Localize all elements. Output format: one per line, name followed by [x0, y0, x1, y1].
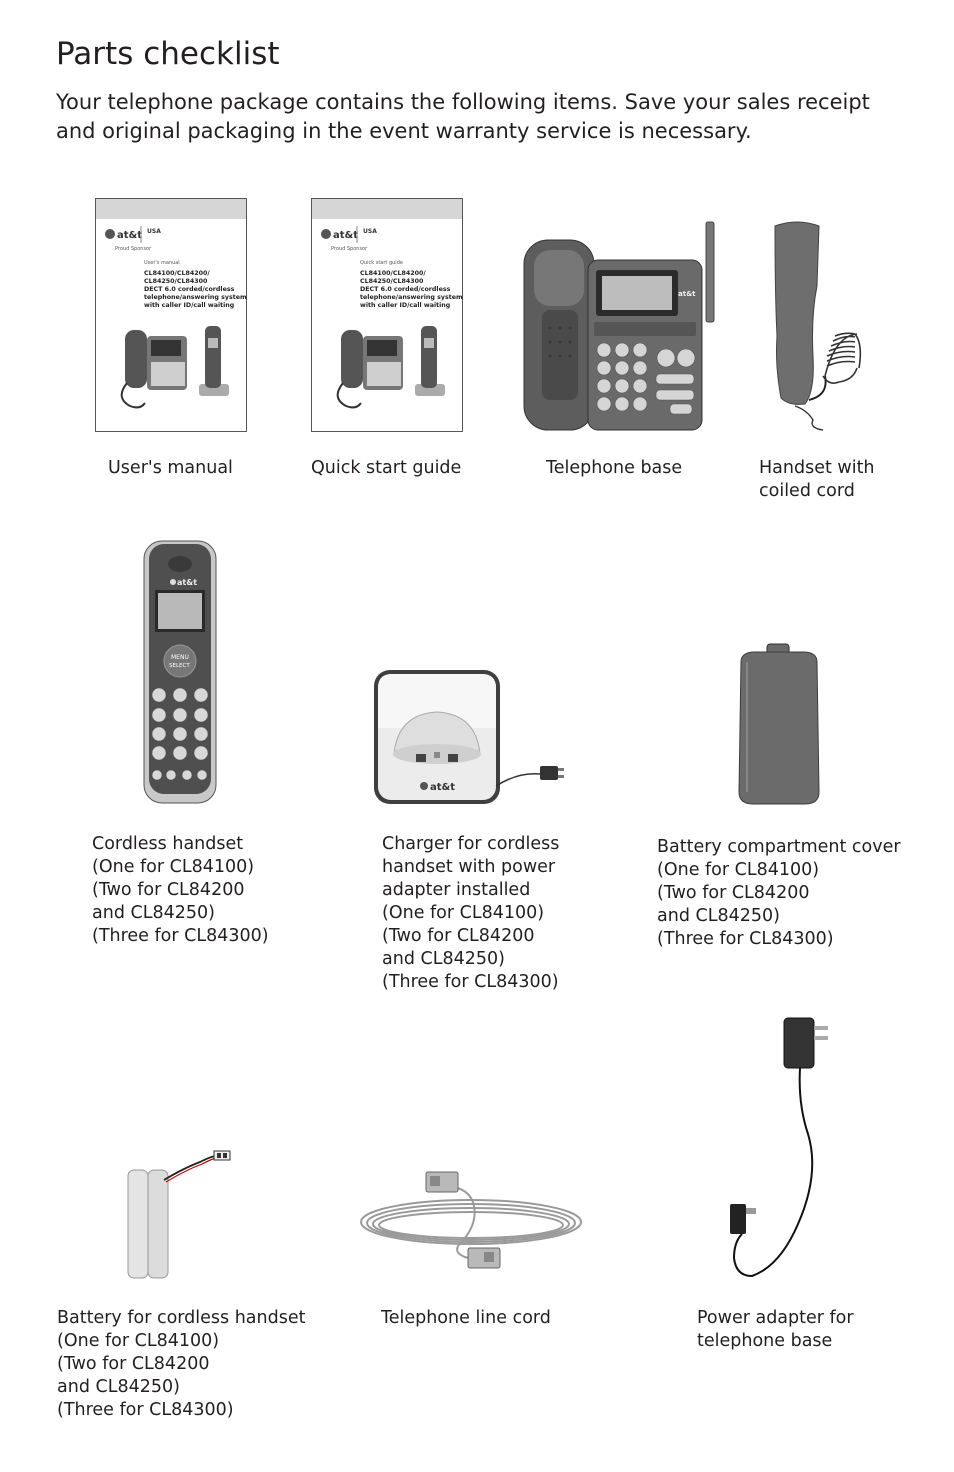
svg-text:Proud Sponsor: Proud Sponsor	[331, 246, 368, 252]
caption-line: (One for CL84100)	[382, 903, 545, 923]
svg-text:at&t: at&t	[430, 782, 456, 793]
telephone-base-icon	[520, 218, 720, 434]
svg-text:Quick start guide: Quick start guide	[360, 260, 403, 266]
caption-line: (One for CL84100)	[57, 1331, 220, 1351]
caption-line: Telephone base	[546, 458, 683, 478]
caption-line: Battery compartment cover	[657, 837, 901, 857]
battery-cover-icon	[735, 642, 823, 808]
caption-line: (Two for CL84200	[657, 883, 810, 903]
svg-text:CL84100/CL84200/: CL84100/CL84200/	[144, 270, 210, 277]
caption-line: and CL84250)	[657, 906, 780, 926]
caption-line: Quick start guide	[311, 458, 462, 478]
caption-line: Power adapter for	[697, 1308, 854, 1328]
svg-text:telephone/answering system: telephone/answering system	[144, 294, 247, 301]
caption-line: handset with power	[382, 857, 556, 877]
svg-text:at&t: at&t	[333, 230, 359, 241]
intro-paragraph: Your telephone package contains the following items. Save your sales receipt and original packaging in the event warranty service is necessary.	[56, 90, 870, 143]
battery-pack-icon	[124, 1148, 234, 1282]
caption-line: (Three for CL84300)	[57, 1400, 234, 1420]
svg-text:at&t: at&t	[177, 578, 198, 587]
svg-text:User's manual: User's manual	[144, 260, 180, 266]
caption-charger	[382, 833, 559, 994]
svg-text:DECT 6.0 corded/cordless: DECT 6.0 corded/cordless	[144, 286, 235, 293]
caption-line: Handset with	[759, 458, 875, 478]
caption-line: and CL84250)	[57, 1377, 180, 1397]
caption-telephone-base	[546, 457, 682, 480]
caption-quick-start-guide	[311, 457, 461, 480]
quick-start-booklet-icon	[311, 198, 464, 433]
caption-line: Charger for cordless	[382, 834, 560, 854]
svg-text:Proud Sponsor: Proud Sponsor	[115, 246, 152, 252]
svg-text:USA: USA	[147, 228, 161, 235]
svg-text:with caller ID/call waiting: with caller ID/call waiting	[360, 302, 451, 309]
svg-text:with caller ID/call waiting: with caller ID/call waiting	[144, 302, 235, 309]
svg-text:CL84250/CL84300: CL84250/CL84300	[144, 278, 208, 285]
caption-line-cord	[381, 1307, 551, 1330]
caption-line: telephone base	[697, 1331, 833, 1351]
svg-text:DECT 6.0 corded/cordless: DECT 6.0 corded/cordless	[360, 286, 451, 293]
cordless-handset-icon	[141, 538, 219, 806]
corded-handset-icon	[765, 216, 875, 434]
svg-text:USA: USA	[363, 228, 377, 235]
caption-line: adapter installed	[382, 880, 531, 900]
svg-text:CL84250/CL84300: CL84250/CL84300	[360, 278, 424, 285]
caption-corded-handset	[759, 457, 875, 503]
svg-text:CL84100/CL84200/: CL84100/CL84200/	[360, 270, 426, 277]
caption-battery-pack	[57, 1307, 305, 1422]
users-manual-booklet-icon	[95, 198, 248, 433]
caption-line: (Three for CL84300)	[92, 926, 269, 946]
line-cord-icon	[358, 1166, 588, 1276]
caption-line: (Three for CL84300)	[657, 929, 834, 949]
svg-text:at&t: at&t	[678, 290, 696, 298]
svg-text:SELECT: SELECT	[169, 663, 190, 669]
caption-line: (One for CL84100)	[657, 860, 820, 880]
caption-line: (Two for CL84200	[382, 926, 535, 946]
caption-line: and CL84250)	[382, 949, 505, 969]
svg-text:at&t: at&t	[117, 230, 143, 241]
caption-line: Battery for cordless handset	[57, 1308, 306, 1328]
caption-line: (Two for CL84200	[57, 1354, 210, 1374]
caption-line: (One for CL84100)	[92, 857, 255, 877]
charger-icon	[372, 668, 572, 808]
caption-cordless-handset	[92, 833, 269, 948]
caption-line: and CL84250)	[92, 903, 215, 923]
page-title: Parts checklist	[56, 36, 280, 72]
caption-line: Cordless handset	[92, 834, 244, 854]
power-adapter-icon	[724, 1014, 834, 1282]
caption-line: User's manual	[108, 458, 233, 478]
svg-text:telephone/answering system: telephone/answering system	[360, 294, 463, 301]
caption-users-manual	[108, 457, 233, 480]
caption-line: coiled cord	[759, 481, 855, 501]
caption-power-adapter	[697, 1307, 854, 1353]
svg-text:MENU: MENU	[171, 654, 189, 661]
caption-battery-cover	[657, 836, 901, 951]
caption-line: (Two for CL84200	[92, 880, 245, 900]
caption-line: Telephone line cord	[381, 1308, 551, 1328]
caption-line: (Three for CL84300)	[382, 972, 559, 992]
